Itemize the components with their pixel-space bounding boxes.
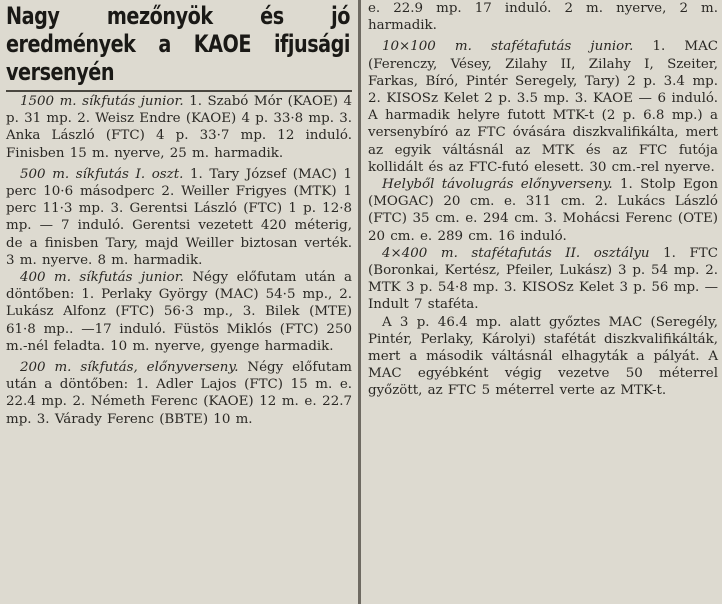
event-title: 4×400 m. stafétafutás II. osztályu [382,245,650,261]
article-paragraph [6,166,352,269]
column-divider [358,0,361,604]
right-column [362,0,722,604]
event-title: 10×100 m. stafétafutás junior. [382,39,634,55]
article-paragraph [368,38,718,176]
event-result: 1. MAC (Ferenczy, Vésey, Zilahy II, Zilahy I, Szeiter, Farkas, Bíró, Pintér Seregely, Tary) 2 p. 3.4 mp. 2. KISOSz Kelet 2 p. 3.5 mp. 3. KAOE — 6 induló. A harmadik helyre futott MTK-t (2 p. 6.8 mp.) a versenybíró az FTC óvására diszkvalifikálta, mert az egyik váltásnál az MTK és az FTC futója kollidált és az FTC-futó elesett. 30 cm.-rel nyerve. [368,39,718,175]
event-result: Négy előfutam után a döntőben: 1. Adler Lajos (FTC) 15 m. e. 22.4 mp. 2. Németh Ferenc (KAOE) 12 m. e. 22.7 mp. 3. Várady Ferenc (BBTE) 10 m. [6,360,352,427]
event-title: 200 m. síkfutás, előnyverseny. [20,360,239,376]
event-result: Négy előfutam után a döntőben: 1. Perlaky György (MAC) 54·5 mp., 2. Lukász Alfonz (FTC) 56·3 mp., 3. Bilek (MTE) 61·8 mp.. —17 induló. Füstös Miklós (FTC) 250 m.-nél feladta. 10 m. nyerve, gyenge harmadik. [6,270,352,354]
event-title: 400 m. síkfutás junior. [20,270,184,286]
article-paragraph [6,93,352,162]
event-title: Helyből távolugrás előnyverseny. [382,177,613,193]
left-column [0,0,358,604]
article-paragraph [6,269,352,355]
event-title: 500 m. síkfutás I. oszt. [20,166,184,182]
article-paragraph [368,176,718,245]
event-result: A 3 p. 46.4 mp. alatt győztes MAC (Seregély, Pintér, Perlaky, Károlyi) stafétát diszkvalifikálták, mert a második váltásnál elhagyták a pályát. A MAC egyébként végig vezetve 50 méterrel győzött, az FTC 5 méterrel verte az MTK-t. [368,314,718,399]
article-paragraph [368,245,718,314]
event-result: 1. Szabó Mór (KAOE) 4 p. 31 mp. 2. Weisz Endre (KAOE) 4 p. 33·8 mp. 3. Anka László (FTC) 4 p. 33·7 mp. 12 induló. Finisben 15 m. nyerve, 25 m. harmadik. [6,94,352,161]
article-paragraph [6,359,352,428]
article-paragraph [368,314,718,400]
event-title: 1500 m. síkfutás junior. [20,94,184,109]
event-result: 1. Stolp Egon (MOGAC) 20 cm. e. 311 cm. 2. Lukács László (FTC) 35 cm. e. 294 cm. 3. Mohácsi Ferenc (OTE) 20 cm. e. 289 cm. 16 induló. [368,177,718,244]
event-result: e. 22.9 mp. 17 induló. 2 m. nyerve, 2 m. harmadik. [368,1,718,34]
article-paragraph [368,0,718,34]
headline: Nagy mezőnyök és jó eredmények a KAOE ifjusági versenyén [6,2,350,86]
event-result: 1. FTC (Boronkai, Kertész, Pfeiler, Lukász) 3 p. 54 mp. 2. MTK 3 p. 54·8 mp. 3. KISOSz Kelet 3 p. 56 mp. — Indult 7 staféta. [368,245,718,313]
event-result: 1. Tary József (MAC) 1 perc 10·6 másodperc 2. Weiller Frigyes (MTK) 1 perc 11·3 mp. 3. Gerentsi László (FTC) 1 p. 12·8 mp. — 7 induló. Gerentsi vezetett 420 méterig, de a finisben Tary, majd Weiller biztosan verték. 3 m. nyerve. 8 m. harmadik. [6,166,353,268]
headline-rule [6,90,352,92]
